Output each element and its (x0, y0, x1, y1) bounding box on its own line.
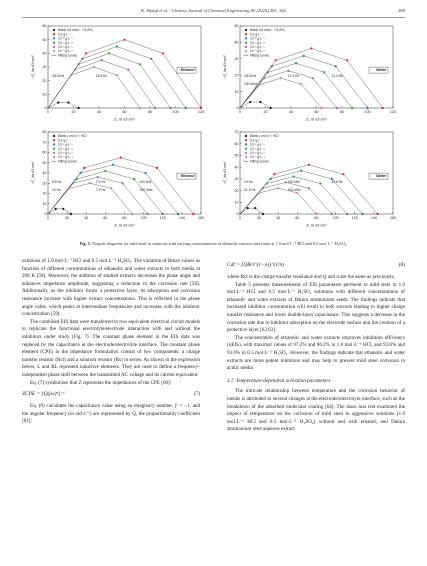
x-tick-label: 140 (370, 216, 377, 220)
right-paragraph-2: Table 5 presents measurements of EIS parameters pertinent to mild steel in 1.0 mol·L⁻¹ HCl and 0.5 mol·L⁻¹ H₂SO₄ solutions with different concentrations of ethanolic and water extracts of Datura stramonium seeds. The findings indicate that increased inhibitor concentration will result in both extracts leading to higher charge transfer resistance and lower double-layer capacitance. This suggests a decrease in the corrosion rate due to inhibitor adsorption on the electrode surface and the creation of a protective layer [62,63]. (227, 281, 405, 334)
legend-label: 10⁻¹ g·L⁻¹ (58, 142, 73, 147)
data-point (300, 170, 302, 172)
equation-8-formula: Cdl = [QRct^(1−n)]^(1/n) (227, 262, 285, 268)
x-tick-label: 100 (172, 110, 179, 114)
data-point (249, 101, 251, 103)
data-point (236, 106, 241, 111)
legend-label: 10⁻⁴ g·L⁻¹ (250, 49, 265, 54)
y-tick-label: 80 (42, 130, 47, 135)
legend-label: 10⁻³ g·L⁻¹ (250, 45, 265, 49)
y-tick-label: 0 (236, 212, 239, 217)
x-tick-label: 40 (84, 216, 89, 220)
data-point (154, 107, 156, 109)
data-point (331, 213, 333, 215)
frequency-annotation: 200 kHz (244, 73, 257, 78)
data-point (303, 55, 305, 57)
x-tick-label: 20 (71, 110, 76, 114)
fitting-curve (48, 53, 170, 108)
data-point (273, 173, 275, 175)
y-axis-label: −Z_im /Ω·cm² (31, 55, 35, 79)
y-tick-label: 20 (234, 188, 239, 193)
data-point (104, 170, 106, 172)
legend-marker (53, 156, 55, 158)
data-point (79, 172, 81, 174)
legend-marker (245, 29, 247, 31)
right-paragraph-1: where Rct is the charge transfer resistance and Q and n are the same as previously. (227, 274, 395, 280)
y-tick-label: 0 (44, 212, 47, 217)
data-point (192, 213, 194, 215)
data-point (120, 157, 122, 159)
data-point (85, 52, 87, 54)
y-axis-label: −Z_im /Ω·cm² (31, 161, 35, 185)
legend-label: 10⁻¹ g·L⁻¹ (250, 142, 265, 147)
figure-caption (40, 241, 387, 247)
data-point (162, 213, 164, 215)
data-point (266, 182, 268, 184)
frequency-annotation: 6.5 Hz (52, 179, 62, 184)
frequency-annotation: 17.3 Hz (287, 73, 300, 78)
x-tick-label: 20 (263, 110, 268, 114)
fitting-curve (48, 103, 79, 108)
x-tick-label: 100 (332, 216, 339, 220)
data-point (133, 178, 135, 180)
data-point (110, 187, 112, 189)
x-tick-label: 120 (198, 110, 204, 114)
y-tick-label: 50 (42, 37, 47, 42)
legend-marker (245, 139, 247, 141)
data-point (295, 62, 297, 64)
data-point (310, 47, 312, 49)
legend-marker (245, 156, 247, 158)
data-point (254, 207, 256, 209)
data-point (377, 213, 379, 215)
figure-label: Fig. 5. (79, 241, 91, 246)
page-number: 289 (398, 8, 405, 13)
legend-marker (53, 29, 55, 31)
legend-label: 10⁻² g·L⁻¹ (250, 146, 265, 151)
legend-label: 10⁻⁴ g·L⁻¹ (250, 155, 265, 160)
x-tick-label: 80 (314, 216, 319, 220)
legend-label: Fitting curves (250, 53, 269, 58)
data-point (139, 63, 141, 65)
x-tick-label: 80 (340, 110, 344, 114)
legend-marker (245, 33, 247, 35)
data-point (200, 107, 202, 109)
data-point (267, 71, 269, 73)
legend-label: Blank 0.5 mol·L⁻¹ H₂SO₄ (250, 28, 286, 33)
data-point (131, 213, 133, 215)
data-point (346, 213, 348, 215)
data-point (169, 107, 171, 109)
y-tick-label: 20 (234, 73, 239, 78)
fitting-curve (240, 165, 378, 214)
data-point (127, 69, 129, 71)
y-axis-label: −Z_im /Ω·cm² (223, 55, 227, 79)
x-tick-label: 120 (351, 216, 358, 220)
x-tick-label: 40 (276, 216, 281, 220)
data-point (156, 167, 158, 169)
y-tick-label: 60 (42, 24, 47, 29)
y-tick-label: 50 (42, 160, 47, 165)
legend-label: Fitting curves (58, 159, 77, 164)
legend-marker (245, 135, 247, 137)
legend-label: 10⁻² g·L⁻¹ (58, 146, 73, 151)
x-tick-label: 80 (122, 216, 127, 220)
data-point (116, 45, 118, 47)
data-point (335, 65, 337, 67)
fitting-curve (240, 208, 263, 214)
data-point (275, 59, 277, 61)
data-point (308, 187, 310, 189)
running-title: K. Hjouji et al. / Chinese Journal of Chemical Engineering 80 (2025) 281–302 (141, 8, 286, 13)
y-tick-label: 40 (234, 165, 239, 170)
equation-7-number: (7) (193, 391, 200, 398)
data-point (83, 167, 85, 169)
legend-label: 10⁻³ g·L⁻¹ (250, 151, 265, 155)
legend-marker (53, 33, 55, 35)
panel-label: Water (376, 68, 387, 73)
legend-marker (53, 50, 55, 52)
nyquist-plot-water-h2so4 (222, 22, 397, 122)
y-tick-label: 10 (234, 200, 239, 205)
data-point (247, 207, 249, 209)
legend-label: Fitting curves (250, 159, 269, 164)
data-point (62, 208, 64, 210)
fitting-curve (240, 56, 368, 108)
right-paragraph-4: The intricate relationship between temperature and the corrosion behavior of metals is attributed to several changes at the electrode/electrolyte interface, such as the breakdown of the adsorbed molecular coating [64]. The mass loss test examined the impact of temperature on the corrosion of mild steel in aggressive solutions (1.0 mol·L⁻¹ HCl and 0.5 mol·L⁻¹ H₂SO₄) without and with ethanol, and Datura stramonium seed aqueous extract (227, 388, 405, 433)
data-point (308, 164, 310, 166)
data-point (285, 181, 287, 183)
legend-label: Blank 0.5 mol·L⁻¹ H₂SO₄ (58, 28, 94, 33)
left-paragraph-3: Eq. (7) symbolizes that Z represents the impedances of the CPE [60]: (30, 379, 172, 386)
data-point (116, 74, 118, 76)
x-tick-label: 40 (289, 110, 293, 114)
data-point (259, 101, 261, 103)
data-point (346, 59, 348, 61)
x-tick-label: 60 (103, 216, 108, 220)
nyquist-plot-ethanol-h2so4 (30, 22, 205, 122)
x-tick-label: 20 (257, 216, 262, 220)
data-point (108, 52, 110, 54)
legend-marker (53, 37, 55, 39)
y-tick-label: 30 (42, 181, 47, 186)
x-tick-label: 60 (122, 110, 127, 114)
frequency-annotation: 100 mHz (139, 187, 153, 192)
data-point (123, 39, 125, 41)
data-point (89, 182, 91, 184)
data-point (262, 187, 264, 189)
data-point (150, 58, 152, 60)
x-tick-label: 0 (239, 216, 241, 220)
data-point (361, 213, 363, 215)
equation-7 (22, 387, 200, 403)
left-paragraph-4: Eq. (8) calculates the capacitance value using an imaginary number, j² = −1, and the angular frequency (in rad·s⁻¹) are represented by Q, the proportionality coefficient [61]: (22, 403, 200, 425)
legend-marker (245, 50, 247, 52)
y-tick-label: 0 (44, 106, 47, 111)
equation-8 (227, 258, 405, 274)
legend-label: 0.2 g·L⁻¹ (250, 138, 263, 143)
legend-label: Blank 1 mol·L⁻¹ HCl (250, 134, 279, 139)
data-point (382, 107, 384, 109)
x-tick-label: 0 (47, 110, 49, 114)
data-point (280, 77, 282, 79)
data-point (323, 71, 325, 73)
data-point (74, 69, 76, 71)
y-tick-label: 0 (236, 106, 239, 111)
data-point (287, 70, 289, 72)
data-point (100, 59, 102, 61)
data-point (162, 52, 164, 54)
section-heading: 3.7. Temperature-dependent activation parameters (227, 377, 331, 384)
data-point (70, 213, 72, 215)
right-column (227, 258, 405, 434)
legend-marker (53, 152, 55, 154)
data-point (44, 106, 49, 111)
data-point (321, 107, 323, 109)
data-point (292, 175, 294, 177)
legend-marker (53, 148, 55, 150)
data-point (44, 212, 49, 217)
panel-label: Ethanol (180, 68, 195, 73)
data-point (78, 107, 80, 109)
chart-svg (30, 22, 205, 122)
panel-label: Water (376, 174, 387, 179)
data-point (112, 164, 114, 166)
data-point (55, 208, 57, 210)
x-axis-label: Z_re /Ω·cm² (306, 117, 327, 122)
x-axis-label: Z_re /Ω·cm² (306, 223, 327, 228)
x-tick-label: 60 (295, 216, 300, 220)
x-tick-label: 160 (198, 216, 204, 220)
figure-caption-text: Nyquist diagrams for mild steel in solutions with varying concentrations of ethanolic extracts and water at 1.0 mol·L⁻¹ HCl and 0.5 mol·L⁻¹ H₂SO₄. (92, 241, 348, 246)
chart-svg (30, 128, 205, 228)
data-point (67, 101, 69, 103)
data-point (236, 212, 241, 217)
frequency-annotation: 7.9 Hz (95, 179, 106, 184)
legend-label: 10⁻³ g·L⁻¹ (58, 151, 73, 155)
y-tick-label: 10 (234, 89, 239, 94)
data-point (57, 101, 59, 103)
frequency-annotation: 13.8 Hz (95, 73, 108, 78)
legend-marker (245, 143, 247, 145)
legend-marker (245, 46, 247, 48)
legend-marker (53, 42, 55, 44)
y-tick-label: 70 (42, 140, 47, 145)
legend-marker (53, 139, 55, 141)
data-point (312, 77, 314, 79)
frequency-annotation: 10 Hz (244, 179, 253, 184)
data-point (296, 192, 298, 194)
legend-marker (245, 152, 247, 154)
data-point (139, 107, 141, 109)
legend-label: 10⁻¹ g·L⁻¹ (250, 36, 265, 41)
frequency-annotation: 100 mHz (287, 187, 301, 192)
legend-label: 10⁻⁴ g·L⁻¹ (58, 155, 73, 160)
y-tick-label: 60 (234, 141, 239, 146)
frequency-annotation: 21.3 Hz (331, 73, 343, 78)
data-point (336, 107, 338, 109)
left-paragraph-1: solutions of 1.0 mol·L⁻¹ HCl and 0.5 mol·L⁻¹ H₂SO₄. The variation of Rmax values as function of different concentrations of ethanolic and water extracts in both media at 298 K [58]. Moreover, the addition of studied extracts decreases the phase angle and enhances impedance amplitude, suggesting a reduction in the corrosion rate [58]. Additionally, as the inhibitor forms a protective layer, its adsorption and corrosion resistance increase with higher extract concentrations. This is reflected in the phase angle value, which peaks at intermediate frequencies and increases with the inhibitor concentration [59]. (22, 258, 200, 318)
data-point (270, 178, 272, 180)
frequency-annotation: 7.9 Hz (95, 187, 106, 192)
y-tick-label: 50 (234, 24, 239, 29)
frequency-annotation: 10 Hz (52, 187, 61, 192)
legend-label: 10⁻¹ g·L⁻¹ (58, 36, 73, 41)
data-point (366, 107, 368, 109)
x-tick-label: 120 (390, 110, 396, 114)
x-tick-label: 20 (65, 216, 70, 220)
equation-8-number: (8) (398, 262, 405, 268)
y-tick-label: 10 (42, 92, 47, 97)
chart-svg (222, 22, 397, 122)
y-tick-label: 40 (42, 51, 47, 56)
x-tick-label: 0 (239, 110, 241, 114)
data-point (70, 74, 72, 76)
nyquist-plot-ethanol-hcl (30, 128, 205, 228)
legend-label: 0.2 g·L⁻¹ (58, 138, 71, 143)
legend-label: Blank 1 mol·L⁻¹ HCl (58, 134, 87, 139)
left-column (22, 258, 200, 426)
frequency-annotation: 200 kHz (52, 73, 65, 78)
data-point (300, 83, 302, 85)
data-point (146, 213, 148, 215)
legend-label: 10⁻² g·L⁻¹ (58, 40, 73, 45)
frequency-annotation: 15.8 Hz (331, 179, 343, 184)
data-point (68, 187, 70, 189)
legend-label: 0.2 g·L⁻¹ (58, 32, 71, 37)
y-tick-label: 40 (42, 171, 47, 176)
legend-label: 0.2 g·L⁻¹ (250, 32, 263, 37)
legend-label: 10⁻³ g·L⁻¹ (58, 45, 73, 49)
y-tick-label: 20 (42, 191, 47, 196)
fitting-curve (48, 165, 178, 214)
header-rule (22, 17, 405, 18)
data-point (319, 182, 321, 184)
legend-marker (53, 135, 55, 137)
fitting-curve (240, 188, 317, 214)
legend-label: Fitting curves (58, 53, 77, 58)
data-point (81, 58, 83, 60)
x-tick-label: 60 (314, 110, 319, 114)
data-point (185, 107, 187, 109)
data-point (263, 77, 265, 79)
legend-marker (53, 143, 55, 145)
y-tick-label: 40 (234, 40, 239, 45)
x-tick-label: 100 (364, 110, 371, 114)
legend-marker (53, 46, 55, 48)
equation-7-formula: ZCPE = [Q(jω)ⁿ]⁻¹ (22, 391, 65, 398)
legend-label: 10⁻² g·L⁻¹ (250, 40, 265, 45)
fitting-curve (48, 60, 155, 108)
data-point (351, 107, 353, 109)
y-tick-label: 50 (234, 153, 239, 158)
frequency-annotation: 100 kHz (139, 179, 152, 184)
y-tick-label: 30 (234, 177, 239, 182)
data-point (277, 187, 279, 189)
data-point (271, 65, 273, 67)
frequency-annotation: 100 kHz (287, 179, 300, 184)
x-tick-label: 80 (148, 110, 152, 114)
data-point (259, 83, 261, 85)
x-tick-label: 0 (47, 216, 49, 220)
y-tick-label: 20 (42, 78, 47, 83)
y-tick-label: 60 (42, 150, 47, 155)
data-point (262, 213, 264, 215)
y-tick-label: 30 (234, 57, 239, 61)
legend-marker (245, 148, 247, 150)
panel-label: Ethanol (180, 174, 195, 179)
x-tick-label: 140 (178, 216, 185, 220)
y-tick-label: 10 (42, 201, 47, 206)
data-point (76, 178, 78, 180)
data-point (144, 172, 146, 174)
y-tick-label: 70 (234, 130, 239, 135)
y-tick-label: 30 (42, 65, 47, 70)
x-tick-label: 40 (97, 110, 101, 114)
data-point (270, 107, 272, 109)
frequency-annotation: 100 mHz (244, 81, 258, 86)
data-point (342, 173, 344, 175)
y-axis-label: −Z_im /Ω·cm² (223, 161, 227, 185)
data-point (121, 182, 123, 184)
right-paragraph-3: The concentration of ethanolic and water extracts improves inhibition efficiency (ηEIS), with maximal values of 97.2% and 96.2% in 1.0 mol·L⁻¹ HCl, and 92.6% and 93.6% in 0.5 mol·L⁻¹ H₂SO₄. However, the findings indicate that ethanolic and water extracts are more potent inhibitors and may help to prevent mild steel corrosion in acidic media. (227, 334, 405, 372)
x-axis-label: Z_re /Ω·cm² (114, 223, 135, 228)
x-tick-label: 100 (140, 216, 147, 220)
data-point (315, 213, 317, 215)
chart-svg (222, 128, 397, 228)
x-tick-label: 160 (390, 216, 396, 220)
x-tick-label: 120 (159, 216, 166, 220)
legend-marker (245, 37, 247, 39)
nyquist-plot-water-hcl (222, 128, 397, 228)
data-point (97, 176, 99, 178)
data-point (72, 182, 74, 184)
frequency-annotation: 21.3 Hz (244, 187, 256, 192)
x-axis-label: Z_re /Ω·cm² (114, 117, 135, 122)
data-point (177, 213, 179, 215)
left-paragraph-2: The combined EIS data were transferred to two equivalent electrical circuit models to replicate the functional electrolyte/electrode interaction with and without the inhibitors under study (Fig. 7). The constant phase element in the EIS data was replaced by the capacitance at the electrode/electrolyte interface. The constant phase element (CPE) in the impedance formulation consist of two components: a charge transfer resistor (Rct) and a solution resistor (Rs) in series. As shown in the expression below, L and RL represent inductive elements. They are used to define a frequency-independent phase shift between the transmitted AC voltage and its current equivalent: (22, 318, 200, 378)
data-point (78, 63, 80, 65)
legend-marker (245, 42, 247, 44)
data-point (258, 192, 260, 194)
legend-label: 10⁻⁴ g·L⁻¹ (58, 49, 73, 54)
data-point (93, 66, 95, 68)
